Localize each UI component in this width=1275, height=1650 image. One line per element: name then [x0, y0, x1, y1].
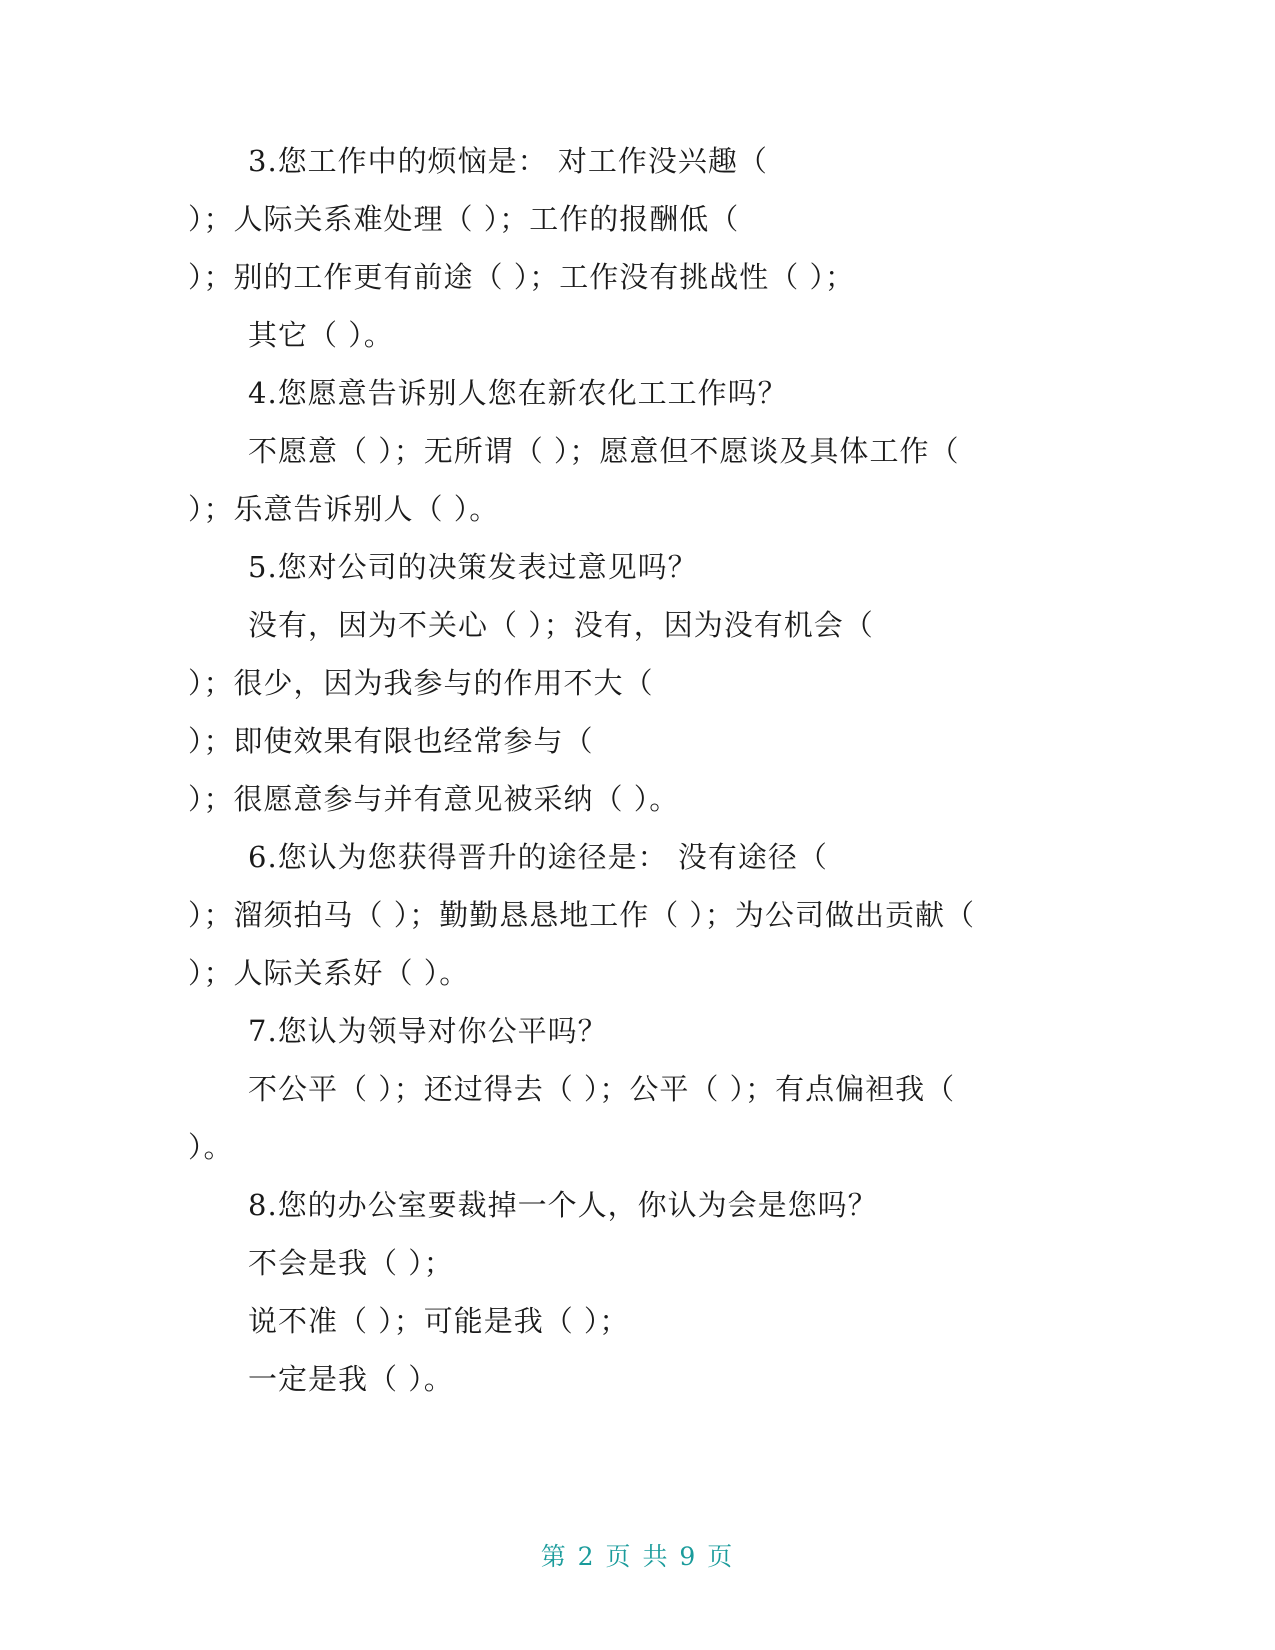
- question-5-options-3: ）；即使效果有限也经常参与（: [188, 724, 594, 758]
- question-8-options-1: 不会是我（ ）；: [248, 1246, 454, 1280]
- question-3-line-1: 3.您工作中的烦恼是： 对工作没兴趣（: [248, 144, 768, 178]
- question-4-options-2: ）；乐意告诉别人（ ）。: [188, 492, 500, 526]
- page-footer: 第 2 页 共 9 页: [540, 1542, 735, 1571]
- question-8-options-3: 一定是我（ ）。: [248, 1362, 454, 1396]
- question-7-options-2: ）。: [188, 1130, 234, 1164]
- question-3-line-4: 其它（ ）。: [248, 318, 394, 352]
- question-4-options-1: 不愿意（ ）；无所谓（ ）；愿意但不愿谈及具体工作（: [248, 434, 960, 468]
- question-5-options-1: 没有，因为不关心（ ）；没有，因为没有机会（: [248, 608, 874, 642]
- question-3-line-3: ）；别的工作更有前途（ ）；工作没有挑战性（ ）；: [188, 260, 855, 294]
- question-5-options-4: ）；很愿意参与并有意见被采纳（ ）。: [188, 782, 680, 816]
- question-7-options-1: 不公平（ ）；还过得去（ ）；公平（ ）；有点偏袒我（: [248, 1072, 956, 1106]
- question-7-title: 7.您认为领导对你公平吗？: [248, 1014, 608, 1048]
- question-8-title: 8.您的办公室要裁掉一个人，你认为会是您吗？: [248, 1188, 878, 1222]
- question-8-options-2: 说不准（ ）；可能是我（ ）；: [248, 1304, 630, 1338]
- question-3-line-2: ）；人际关系难处理（ ）；工作的报酬低（: [188, 202, 740, 236]
- question-6-line-2: ）；溜须拍马（ ）；勤勤恳恳地工作（ ）；为公司做出贡献（: [188, 898, 975, 932]
- question-4-title: 4.您愿意告诉别人您在新农化工工作吗？: [248, 376, 788, 410]
- question-6-line-1: 6.您认为您获得晋升的途径是： 没有途径（: [248, 840, 828, 874]
- question-5-title: 5.您对公司的决策发表过意见吗？: [248, 550, 698, 584]
- question-5-options-2: ）；很少，因为我参与的作用不大（: [188, 666, 654, 700]
- question-6-line-3: ）；人际关系好（ ）。: [188, 956, 470, 990]
